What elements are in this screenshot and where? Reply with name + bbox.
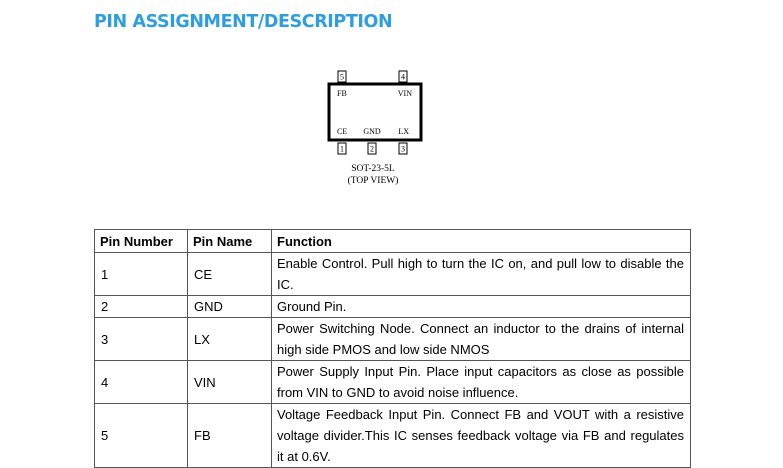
pin-2-number: 2 — [370, 144, 374, 154]
pin-1-label: CE — [337, 127, 348, 136]
cell-function: Enable Control. Pull high to turn the IC on, and pull low to disable the IC. — [272, 253, 691, 296]
pin-2-label: GND — [363, 127, 381, 136]
header-function: Function — [272, 230, 691, 253]
table-row — [95, 253, 691, 296]
pin-4-label: VIN — [397, 89, 412, 98]
pin-4-number: 4 — [401, 72, 405, 82]
cell-function: Ground Pin. — [272, 296, 691, 318]
package-name: SOT-23-5L — [351, 164, 395, 174]
cell-pin-name: CE — [188, 253, 272, 296]
cell-pin-number: 4 — [95, 361, 188, 404]
cell-pin-number: 3 — [95, 318, 188, 361]
cell-function: Voltage Feedback Input Pin. Connect FB and VOUT with a resistive voltage divider.This IC senses feedback voltage via FB and regulates it at 0.6V. — [272, 404, 691, 468]
cell-pin-number: 2 — [95, 296, 188, 318]
table-row — [95, 361, 691, 404]
cell-pin-name: FB — [188, 404, 272, 468]
cell-pin-number: 5 — [95, 404, 188, 468]
table-row — [95, 318, 691, 361]
cell-pin-name: LX — [188, 318, 272, 361]
cell-pin-number: 1 — [95, 253, 188, 296]
header-pin-number: Pin Number — [95, 230, 188, 253]
pin-3-number: 3 — [401, 144, 405, 154]
table-row — [95, 296, 691, 318]
pin-5-label: FB — [337, 89, 347, 98]
cell-pin-name: VIN — [188, 361, 272, 404]
pin-3-label: LX — [398, 127, 409, 136]
package-view: (TOP VIEW) — [347, 176, 399, 186]
header-pin-name: Pin Name — [188, 230, 272, 253]
cell-function: Power Switching Node. Connect an inductor to the drains of internal high side PMOS and low side NMOS — [272, 318, 691, 361]
pin-table — [94, 229, 691, 468]
table-header-row — [95, 230, 691, 253]
table-row — [95, 404, 691, 468]
cell-function: Power Supply Input Pin. Place input capacitors as close as possible from VIN to GND to avoid noise influence. — [272, 361, 691, 404]
package-diagram — [320, 64, 430, 189]
cell-pin-name: GND — [188, 296, 272, 318]
pin-1-number: 1 — [340, 144, 344, 154]
pin-5-number: 5 — [340, 72, 344, 82]
section-heading: PIN ASSIGNMENT/DESCRIPTION — [94, 12, 393, 32]
